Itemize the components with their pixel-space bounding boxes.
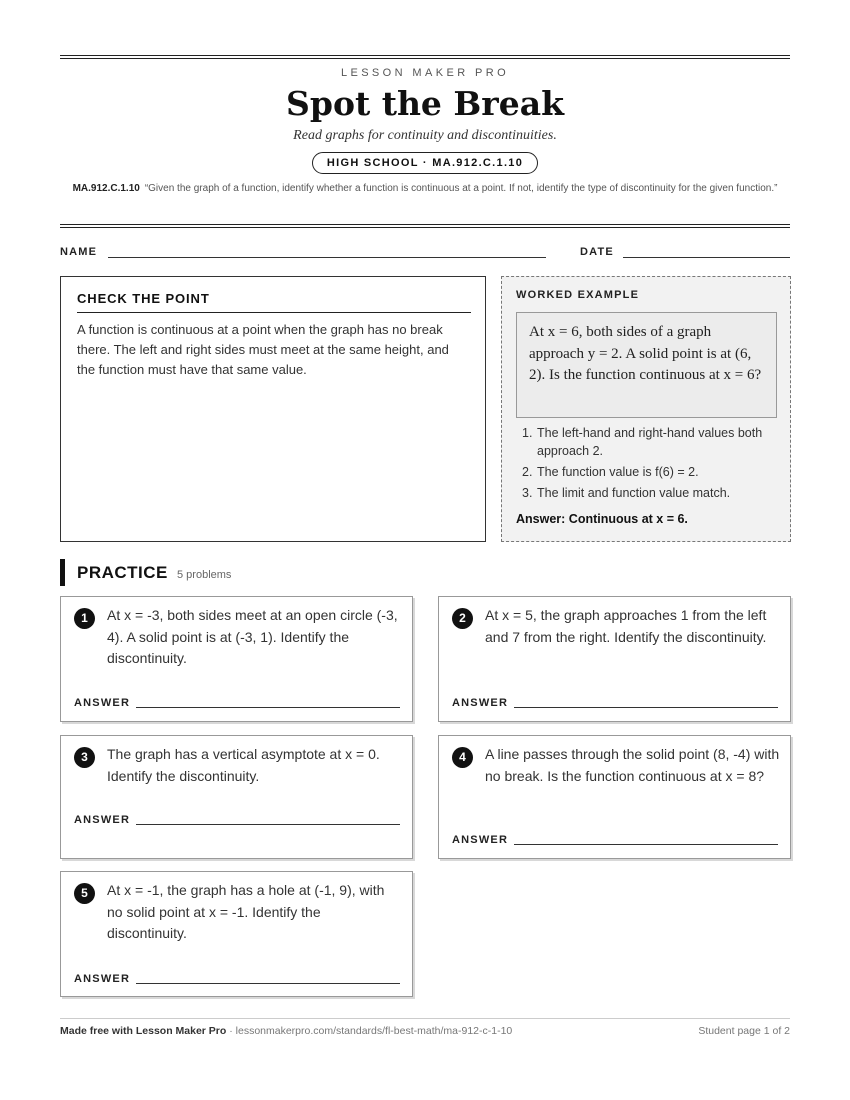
problem-number: 4 (452, 747, 473, 768)
worked-example-box (501, 276, 791, 542)
step-number: 1. (522, 426, 533, 440)
step-number: 3. (522, 486, 533, 500)
step-number: 2. (522, 465, 533, 479)
check-the-point-title: CHECK THE POINT (77, 291, 210, 306)
footer-url: · lessonmakerpro.com/standards/fl-best-math/ma-912-c-1-10 (229, 1025, 513, 1037)
practice-problem-5 (60, 871, 413, 997)
answer-line[interactable] (136, 983, 400, 984)
practice-problem-2 (438, 596, 791, 722)
check-the-point-text: A function is continuous at a point when the graph has no break there. The left and right sides must meet at the same height, and the function must have that same value. (77, 322, 449, 377)
page-title: Spot the Break (286, 84, 564, 123)
standard-code: MA.912.C.1.10 (72, 183, 140, 194)
answer-line[interactable] (514, 707, 778, 708)
standard-description (64, 181, 786, 197)
check-the-point-box (60, 276, 486, 542)
problem-text: At x = -1, the graph has a hole at (-1, 9), with no solid point at x = -1. Identify the discontinuity. (107, 882, 385, 941)
page-subtitle: Read graphs for continuity and discontinuities. (293, 128, 557, 143)
problem-number: 2 (452, 608, 473, 629)
standard-text: “Given the graph of a function, identify whether a function is continuous at a point. If not, identify the type of discontinuity for the given function.” (144, 183, 778, 194)
name-label: NAME (60, 246, 98, 258)
problem-number: 5 (74, 883, 95, 904)
footer-rule (60, 1018, 790, 1019)
practice-heading: PRACTICE (77, 563, 168, 582)
practice-count: 5 problems (177, 569, 232, 581)
practice-problem-3 (60, 735, 413, 859)
problem-text: At x = 5, the graph approaches 1 from the left and 7 from the right. Identify the discontinuity. (485, 607, 767, 645)
grade-standard-badge: HIGH SCHOOL · MA.912.C.1.10 (312, 152, 538, 174)
answer-line[interactable] (514, 844, 778, 845)
answer-label: ANSWER (452, 834, 509, 846)
footer-brand: Made free with Lesson Maker Pro (60, 1025, 227, 1037)
worked-step (522, 484, 777, 502)
step-text: The left-hand and right-hand values both approach 2. (537, 426, 763, 458)
problem-text: The graph has a vertical asymptote at x = 0. Identify the discontinuity. (107, 746, 380, 784)
header-bottom-double-rule (60, 224, 790, 228)
problem-number: 1 (74, 608, 95, 629)
practice-problem-1 (60, 596, 413, 722)
problem-text: A line passes through the solid point (8, -4) with no break. Is the function continuous at x = 8? (485, 746, 780, 784)
answer-line[interactable] (136, 824, 400, 825)
answer-line[interactable] (136, 707, 400, 708)
answer-label: ANSWER (74, 814, 131, 826)
step-text: The limit and function value match. (537, 486, 731, 500)
grade-badge-wrapper (60, 152, 790, 174)
date-field-line[interactable] (623, 257, 790, 258)
problem-number: 3 (74, 747, 95, 768)
worked-example-steps (522, 424, 777, 505)
answer-label: ANSWER (74, 697, 131, 709)
worked-step (522, 463, 777, 481)
name-field-line[interactable] (108, 257, 546, 258)
date-label: DATE (580, 246, 614, 258)
check-title-rule (77, 312, 471, 313)
step-text: The function value is f(6) = 2. (537, 465, 699, 479)
footer-credit (60, 1025, 512, 1037)
worked-example-answer: Answer: Continuous at x = 6. (516, 512, 688, 526)
answer-label: ANSWER (74, 973, 131, 985)
practice-problem-4 (438, 735, 791, 859)
worked-example-problem: At x = 6, both sides of a graph approach y = 2. A solid point is at (6, 2). Is the function continuous at x = 6? (516, 312, 777, 418)
top-double-rule (60, 55, 790, 59)
worked-example-title: WORKED EXAMPLE (516, 289, 640, 301)
worked-step (522, 424, 777, 460)
footer-page-number: Student page 1 of 2 (698, 1025, 790, 1037)
brand-name: LESSON MAKER PRO (340, 67, 510, 79)
problem-text: At x = -3, both sides meet at an open circle (-3, 4). A solid point is at (-3, 1). Identify the discontinuity. (107, 607, 398, 666)
practice-accent-bar (60, 559, 65, 586)
answer-label: ANSWER (452, 697, 509, 709)
